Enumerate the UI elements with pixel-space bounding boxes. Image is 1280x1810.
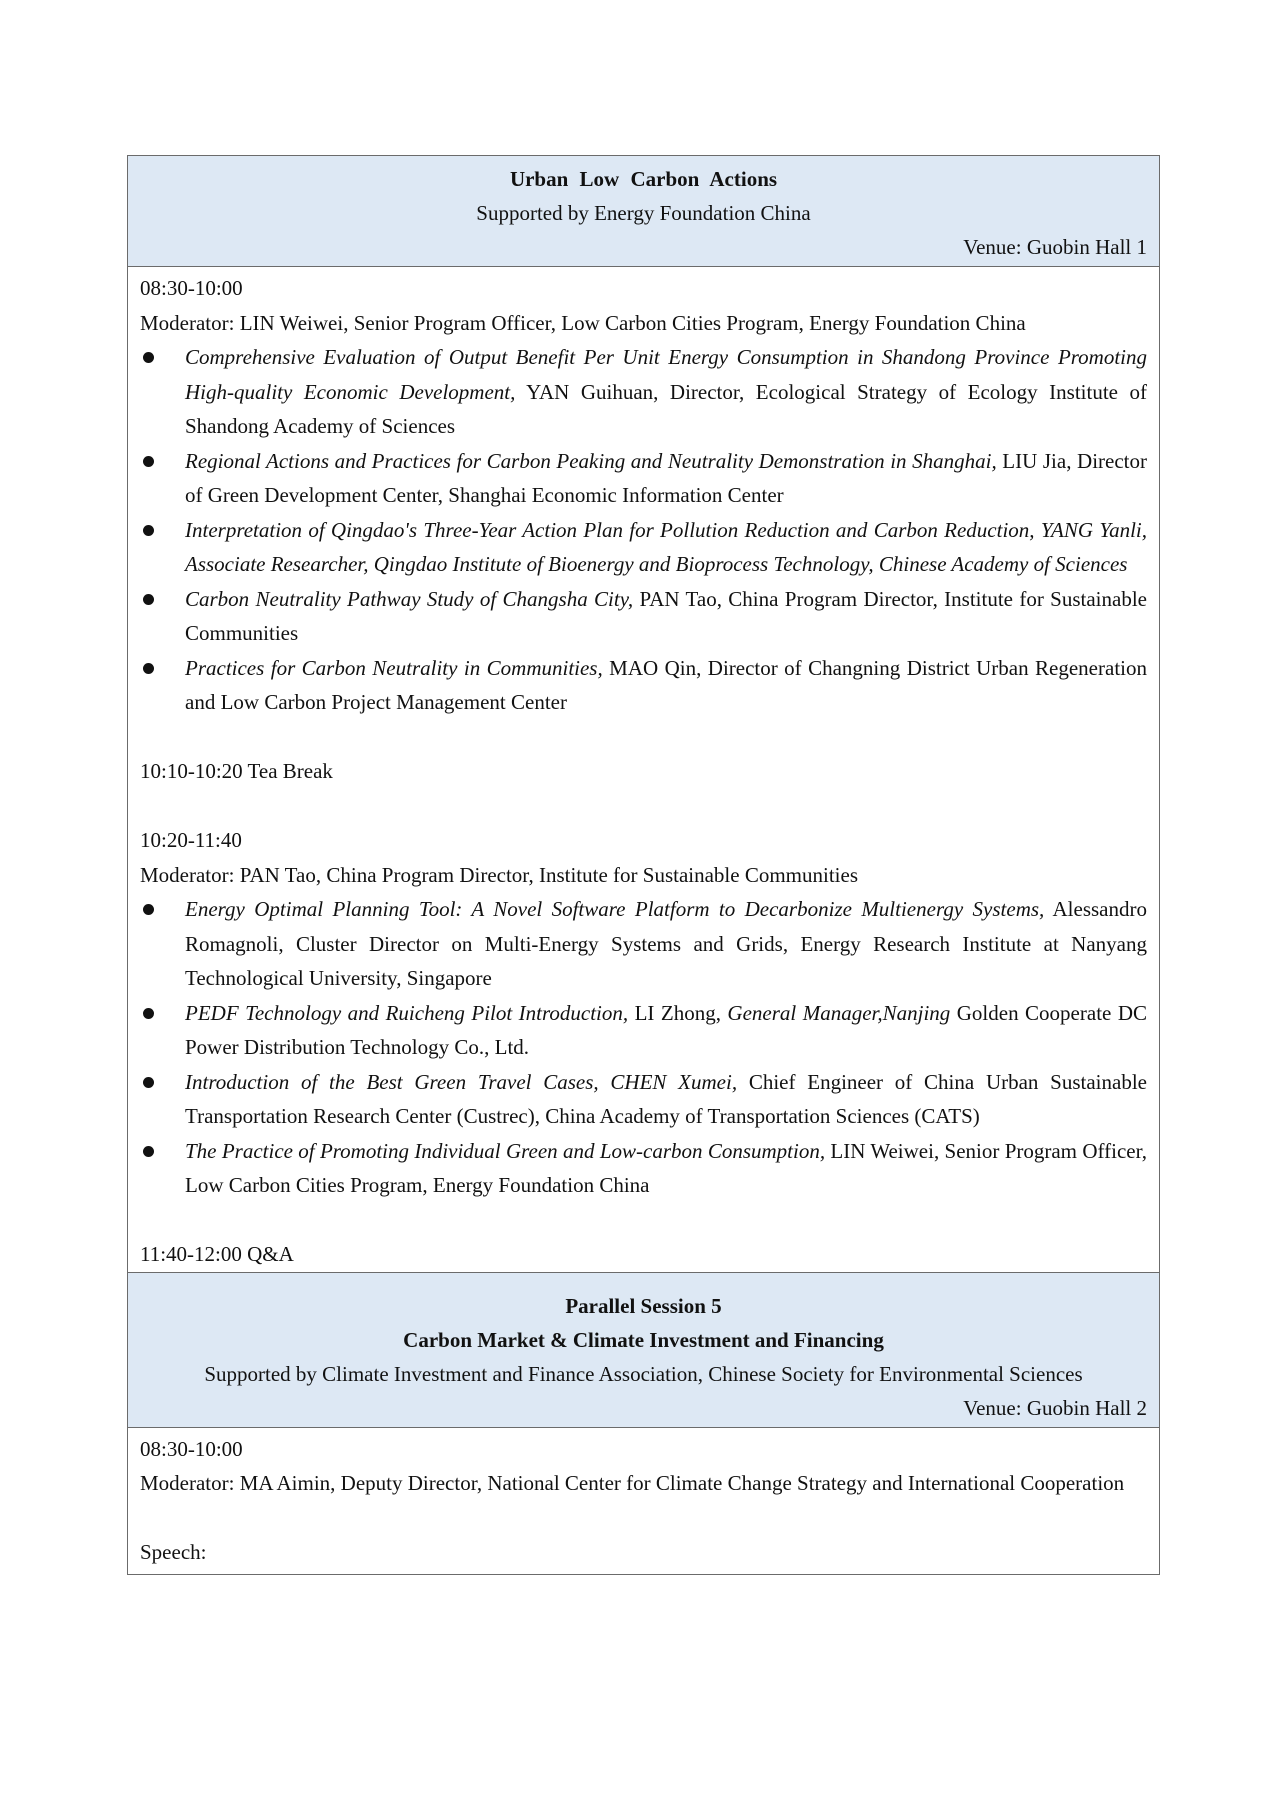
spacer [140,1203,1147,1238]
talk-speaker: LIN Weiwei, Senior Program Officer, Low Carbon Cities Program, Energy Foundation China [185,1138,1147,1197]
list-item [140,892,1147,996]
talk-title: Comprehensive Evaluation of Output Benefit Per Unit Energy Consumption in Shandong Province Promoting High-quality Economic Development, [185,345,1147,404]
talk-title: PEDF Technology and Ruicheng Pilot Introduction, [185,1000,629,1025]
talk-speaker: Chief Engineer of China Urban Sustainable Transportation Research Center (Custrec), China Academy of Transportation Sciences (CATS) [185,1069,1147,1128]
block2-moderator: Moderator: PAN Tao, China Program Director, Institute for Sustainable Communities [140,862,859,887]
talk-speaker: YAN Guihuan, Director, Ecological Strategy of Ecology Institute of Shandong Academy of Sciences [185,379,1147,438]
block1-moderator: Moderator: LIN Weiwei, Senior Program Officer, Low Carbon Cities Program, Energy Foundation China [140,310,1026,335]
talk-speaker: PAN Tao, China Program Director, Institute for Sustainable Communities [185,586,1147,645]
list-item [140,340,1147,444]
session2-time: 08:30-10:00 [140,1436,243,1461]
talk-title: The Practice of Promoting Individual Green and Low-carbon Consumption, [185,1138,826,1163]
talk-speaker-role: General Manager,Nanjing [727,1000,951,1025]
bullet-icon [143,594,154,605]
bullet-icon [143,1077,154,1088]
session2-body [128,1428,1159,1574]
bullet-icon [143,352,154,363]
talk-title: Carbon Neutrality Pathway Study of Changsha City, [185,586,634,611]
session1-support: Supported by Energy Foundation China [476,201,811,225]
talk-title: Regional Actions and Practices for Carbon Peaking and Neutrality Demonstration in Shanghai, [185,448,997,473]
bullet-icon [143,1146,154,1157]
talk-speaker: LIU Jia, Director of Green Development Center, Shanghai Economic Information Center [185,448,1147,507]
bullet-icon [143,525,154,536]
spacer [140,789,1147,824]
block2-talk-list [140,892,1147,1203]
session1-title: Urban Low Carbon Actions [509,167,778,191]
talk-title: Energy Optimal Planning Tool: A Novel Software Platform to Decarbonize Multienergy Systems, [185,897,1045,921]
agenda-table [127,155,1160,1575]
session2-moderator: Moderator: MA Aimin, Deputy Director, National Center for Climate Change Strategy and International Cooperation [140,1471,1125,1495]
talk-speaker-name: LI Zhong, [628,1000,728,1025]
qa: 11:40-12:00 Q&A [140,1242,294,1266]
talk-speaker: MAO Qin, Director of Changning District Urban Regeneration and Low Carbon Project Management Center [185,655,1147,714]
bullet-icon [143,456,154,467]
talk-title: Introduction of the Best Green Travel Cases, CHEN Xumei, [185,1069,738,1094]
session1-venue: Venue: Guobin Hall 1 [963,235,1147,259]
session1-body [128,267,1159,1272]
talk-speaker: Golden Cooperate DC Power Distribution Technology Co., Ltd. [185,1000,1147,1059]
session2-header [128,1272,1159,1428]
list-item [140,651,1147,720]
session2-venue: Venue: Guobin Hall 2 [963,1395,1147,1420]
session2-speech-label: Speech: [140,1540,207,1564]
talk-title: Practices for Carbon Neutrality in Communities, [185,655,603,680]
talk-speaker: Alessandro Romagnoli, Cluster Director on Multi-Energy Systems and Grids, Energy Research Institute at Nanyang Technological University, Singapore [185,897,1147,990]
block1-talk-list [140,340,1147,720]
block2-time: 10:20-11:40 [140,828,242,852]
spacer [140,1501,1147,1536]
talk-title: Interpretation of Qingdao's Three-Year Action Plan for Pollution Reduction and Carbon Reduction, YANG Yanli, Associate Researcher, Qingdao Institute of Bioenergy and Bioprocess Technology, Chinese Academy of Sciences [185,517,1147,576]
list-item [140,513,1147,582]
bullet-icon [143,904,154,915]
tea-break: 10:10-10:20 Tea Break [140,759,333,783]
list-item [140,582,1147,651]
session1-header [128,156,1159,267]
session2-support: Supported by Climate Investment and Finance Association, Chinese Society for Environmental Sciences [204,1361,1083,1386]
list-item [140,1134,1147,1203]
list-item [140,996,1147,1065]
session2-title: Carbon Market & Climate Investment and Financing [403,1327,884,1352]
session2-label: Parallel Session 5 [565,1293,722,1318]
spacer [140,720,1147,755]
list-item [140,444,1147,513]
list-item [140,1065,1147,1134]
bullet-icon [143,663,154,674]
bullet-icon [143,1008,154,1019]
block1-time: 08:30-10:00 [140,276,243,300]
